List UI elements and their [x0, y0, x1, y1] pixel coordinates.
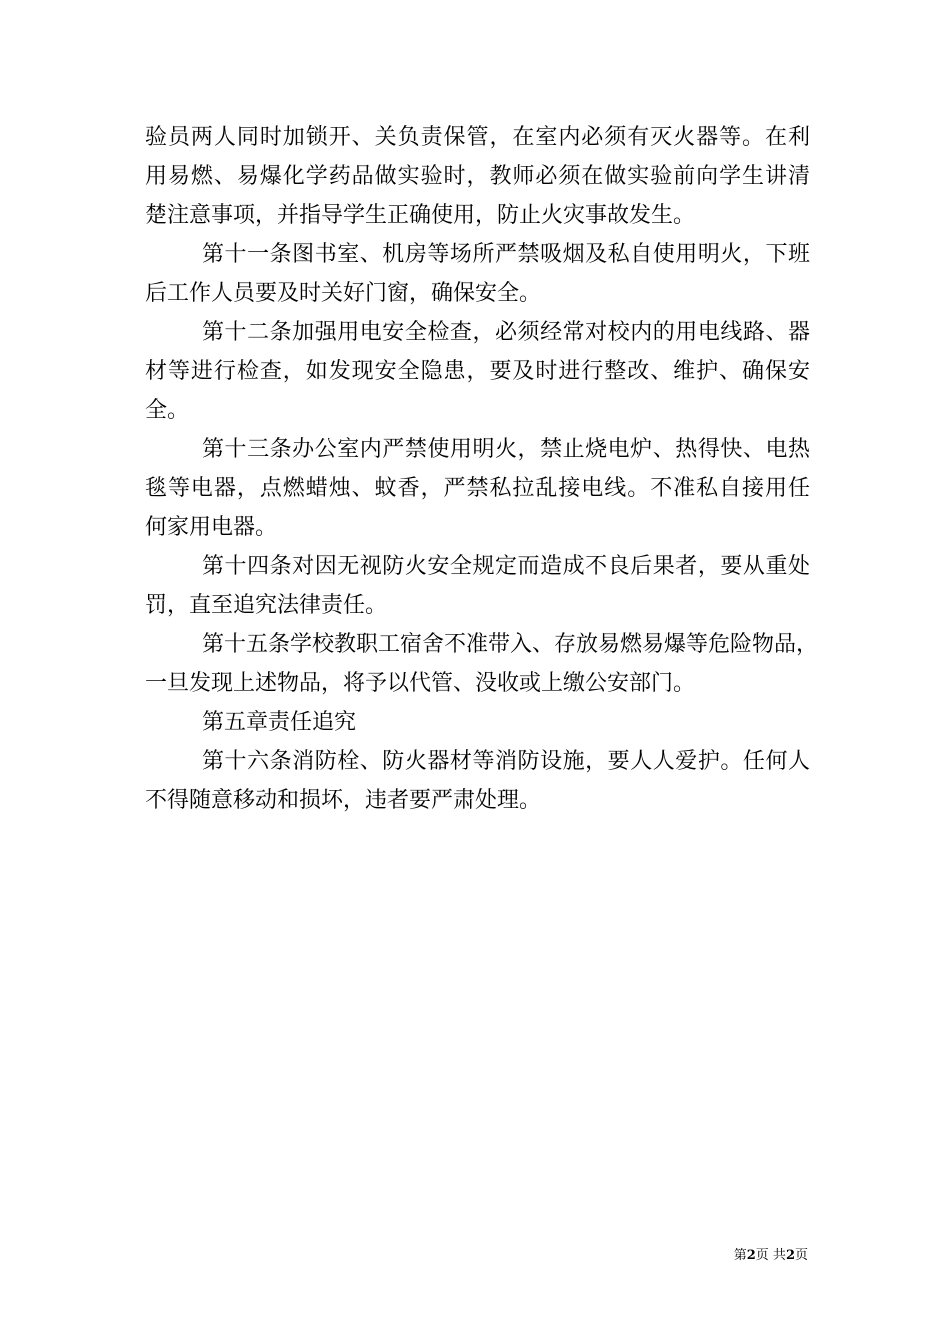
text-line: 后工作人员要及时关好门窗，确保安全。 — [145, 281, 542, 306]
page-footer — [734, 1248, 808, 1264]
text-line: 楚注意事项，并指导学生正确使用，防止火灾事故发生。 — [145, 203, 696, 228]
text-line: 何家用电器。 — [145, 515, 278, 540]
article-12-line: 第十二条加强用电安全检查，必须经常对校内的用电线路、器 — [202, 320, 810, 345]
article-13-line: 第十三条办公室内严禁使用明火，禁止烧电炉、热得快、电热 — [202, 437, 810, 462]
article-14-line: 第十四条对因无视防火安全规定而造成不良后果者，要从重处 — [202, 554, 810, 579]
text-line: 罚，直至追究法律责任。 — [145, 593, 388, 618]
footer-suffix: 页 — [794, 1248, 808, 1263]
footer-prefix: 第 — [733, 1248, 747, 1263]
text-line: 材等进行检查，如发现安全隐患，要及时进行整改、维护、确保安 — [145, 359, 810, 384]
text-line: 一旦发现上述物品，将予以代管、没收或上缴公安部门。 — [145, 671, 696, 696]
text-line: 全。 — [145, 398, 190, 423]
current-page-number: 2 — [746, 1248, 756, 1263]
total-pages-number: 2 — [785, 1248, 795, 1263]
text-line: 验员两人同时加锁开、关负责保管，在室内必须有灭火器等。在利 — [145, 125, 810, 150]
document-body — [145, 118, 819, 820]
chapter-heading: 第五章责任追究 — [202, 710, 357, 735]
article-16-line: 第十六条消防栓、防火器材等消防设施，要人人爱护。任何人 — [202, 749, 810, 774]
text-line: 用易燃、易爆化学药品做实验时，教师必须在做实验前向学生讲清 — [145, 164, 810, 189]
article-11-line: 第十一条图书室、机房等场所严禁吸烟及私自使用明火，下班 — [202, 242, 810, 267]
footer-middle: 页 共 — [755, 1248, 786, 1263]
article-15-line: 第十五条学校教职工宿舍不准带入、存放易燃易爆等危险物品， — [202, 632, 819, 657]
text-line: 毯等电器，点燃蜡烛、蚊香，严禁私拉乱接电线。不准私自接用任 — [145, 476, 810, 501]
text-line: 不得随意移动和损坏，违者要严肃处理。 — [145, 788, 542, 813]
